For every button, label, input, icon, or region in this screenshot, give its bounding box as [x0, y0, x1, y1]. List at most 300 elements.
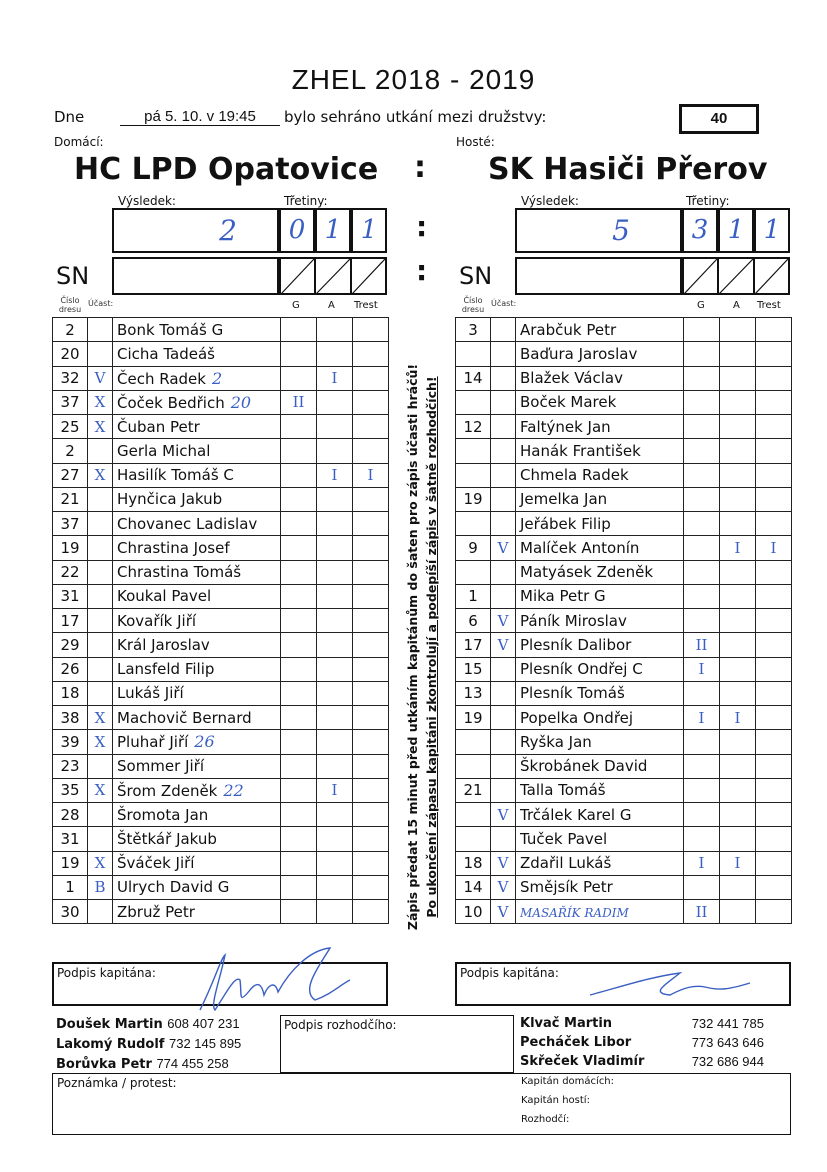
player-penalty [353, 875, 389, 899]
player-presence: X [88, 415, 113, 439]
away-captain-signature [570, 965, 760, 1005]
played-text: bylo sehráno utkání mezi družstvy: [284, 108, 547, 126]
player-goals [684, 487, 720, 511]
player-row [53, 366, 389, 390]
player-penalty [756, 560, 792, 584]
player-goals [684, 754, 720, 778]
player-name-text: Jemelka Jan [520, 490, 608, 509]
player-penalty [756, 342, 792, 366]
player-number: 3 [456, 318, 491, 342]
player-goals [281, 827, 317, 851]
player-number: 14 [456, 366, 491, 390]
player-goals [684, 609, 720, 633]
player-row [53, 851, 389, 875]
player-name [516, 803, 684, 827]
player-number: 37 [53, 512, 88, 536]
home-third-3: 1 [360, 215, 378, 245]
player-penalty [756, 609, 792, 633]
player-assists [317, 633, 353, 657]
player-name-text: Baďura Jaroslav [520, 344, 638, 363]
player-goals [281, 778, 317, 802]
contact-name: Skřeček Vladimír [520, 1054, 645, 1069]
contact-name: Doušek Martin [56, 1017, 163, 1032]
player-penalty [353, 584, 389, 608]
player-row [456, 803, 792, 827]
player-name [516, 730, 684, 754]
player-goals [684, 560, 720, 584]
player-penalty [756, 512, 792, 536]
player-name-text: Chrastina Josef [117, 538, 230, 557]
date-label: Dne [54, 108, 85, 126]
player-assists [317, 318, 353, 342]
player-presence [88, 609, 113, 633]
player-assists [317, 827, 353, 851]
home-third-1: 0 [288, 215, 306, 245]
player-name-text: Machovič Bernard [117, 708, 252, 727]
player-name [113, 512, 281, 536]
player-number: 6 [456, 609, 491, 633]
player-number: 18 [53, 681, 88, 705]
home-third-2: 1 [324, 215, 342, 245]
away-thirds-label: Třetiny: [686, 194, 730, 208]
player-row [456, 827, 792, 851]
player-assists [317, 609, 353, 633]
player-name [516, 609, 684, 633]
player-assists [317, 584, 353, 608]
player-name [516, 390, 684, 414]
player-name [113, 681, 281, 705]
player-assists [317, 439, 353, 463]
player-assists: I [317, 463, 353, 487]
player-row [53, 875, 389, 899]
away-sn-thirds [682, 257, 790, 295]
player-goals [281, 633, 317, 657]
match-number-box [679, 104, 759, 134]
player-row [53, 390, 389, 414]
player-name [516, 342, 684, 366]
player-name-text: Ulrych David G [117, 878, 230, 897]
player-goals [684, 803, 720, 827]
player-penalty [756, 778, 792, 802]
player-number: 25 [53, 415, 88, 439]
player-name-text: MASAŘÍK RADIM [520, 905, 629, 920]
player-goals [281, 754, 317, 778]
player-name [113, 657, 281, 681]
player-row [53, 415, 389, 439]
home-col-presence: Účast: [88, 299, 114, 308]
player-name-text: Plesník Tomáš [520, 684, 625, 703]
player-row [456, 512, 792, 536]
player-name [113, 390, 281, 414]
contact-row [56, 1054, 241, 1074]
player-goals: I [684, 657, 720, 681]
player-name-text: Lukáš Jiří [117, 684, 184, 703]
sn-colon: : [416, 254, 428, 287]
player-penalty [756, 366, 792, 390]
player-name-text: Plesník Ondřej C [520, 660, 643, 679]
player-row [53, 900, 389, 924]
player-name-text: Pluhař Jiří [117, 733, 189, 752]
player-name [113, 487, 281, 511]
player-row [53, 657, 389, 681]
player-presence [491, 463, 516, 487]
player-assists [720, 390, 756, 414]
player-row [53, 439, 389, 463]
player-assists [317, 487, 353, 511]
player-goals [684, 463, 720, 487]
player-penalty [756, 730, 792, 754]
player-presence [88, 900, 113, 924]
player-name-text: Koukal Pavel [117, 587, 212, 606]
player-name [113, 875, 281, 899]
player-presence: X [88, 778, 113, 802]
player-name [516, 681, 684, 705]
player-name [113, 827, 281, 851]
player-number [456, 390, 491, 414]
player-name [113, 754, 281, 778]
player-penalty [756, 803, 792, 827]
player-row [456, 851, 792, 875]
player-penalty [756, 390, 792, 414]
player-number [456, 439, 491, 463]
player-name-text: Faltýnek Jan [520, 417, 611, 436]
player-name [516, 463, 684, 487]
home-col-a: A [328, 300, 335, 311]
player-presence [491, 657, 516, 681]
handwritten-note: 26 [194, 732, 215, 752]
player-presence [491, 415, 516, 439]
player-number: 18 [456, 851, 491, 875]
referee-label: Rozhodčí: [521, 1114, 570, 1125]
player-number: 17 [53, 609, 88, 633]
player-name [113, 536, 281, 560]
player-goals: I [684, 851, 720, 875]
player-penalty [353, 536, 389, 560]
player-penalty [353, 415, 389, 439]
player-name [516, 439, 684, 463]
player-penalty [353, 633, 389, 657]
player-name-text: Král Jaroslav [117, 635, 210, 654]
player-goals [281, 487, 317, 511]
player-penalty [353, 318, 389, 342]
player-name [516, 512, 684, 536]
player-presence: B [88, 875, 113, 899]
player-row [456, 415, 792, 439]
player-row [456, 560, 792, 584]
contact-name: Klvač Martin [520, 1016, 613, 1031]
player-goals [281, 706, 317, 730]
player-name [113, 900, 281, 924]
player-name-text: Chovanec Ladislav [117, 514, 258, 533]
player-name [516, 851, 684, 875]
player-number: 19 [456, 487, 491, 511]
player-goals [684, 390, 720, 414]
player-name-text: Šváček Jiří [117, 854, 195, 873]
player-penalty [756, 415, 792, 439]
player-name [516, 754, 684, 778]
player-presence [491, 512, 516, 536]
player-number: 31 [53, 584, 88, 608]
page-title: ZHEL 2018 - 2019 [291, 64, 536, 95]
player-number: 27 [53, 463, 88, 487]
home-result-label: Výsledek: [118, 194, 176, 208]
player-row [53, 681, 389, 705]
away-third-2: 1 [727, 215, 745, 245]
home-team-name: HC LPD Opatovice [74, 152, 379, 187]
player-name [113, 609, 281, 633]
player-name [113, 342, 281, 366]
player-penalty [353, 560, 389, 584]
player-presence: X [88, 390, 113, 414]
player-assists [317, 803, 353, 827]
player-penalty [353, 487, 389, 511]
home-captain-signature [180, 940, 370, 1020]
contact-name: Pecháček Libor [520, 1035, 632, 1050]
player-number: 12 [456, 415, 491, 439]
player-penalty [353, 342, 389, 366]
player-assists [317, 342, 353, 366]
player-penalty [353, 803, 389, 827]
player-row [456, 609, 792, 633]
player-presence [88, 342, 113, 366]
player-row [456, 706, 792, 730]
player-assists [720, 778, 756, 802]
player-row [456, 657, 792, 681]
player-assists [720, 827, 756, 851]
player-assists [317, 657, 353, 681]
player-number: 31 [53, 827, 88, 851]
player-row [53, 754, 389, 778]
player-name-text: Zbruž Petr [117, 902, 195, 921]
player-name-text: Plesník Dalibor [520, 635, 632, 654]
player-number: 30 [53, 900, 88, 924]
contact-phone: 732 441 785 [691, 1016, 764, 1031]
home-col-g: G [292, 300, 300, 311]
handwritten-note: 2 [211, 368, 223, 388]
player-goals [684, 366, 720, 390]
player-name-text: Zdařil Lukáš [520, 854, 612, 873]
player-name [113, 633, 281, 657]
player-number: 28 [53, 803, 88, 827]
player-presence: V [491, 875, 516, 899]
player-number: 17 [456, 633, 491, 657]
player-number: 38 [53, 706, 88, 730]
player-assists [720, 487, 756, 511]
player-goals [684, 778, 720, 802]
player-row [456, 584, 792, 608]
player-penalty [353, 681, 389, 705]
player-row [53, 609, 389, 633]
player-number [456, 730, 491, 754]
player-number: 32 [53, 366, 88, 390]
away-col-presence: Účast: [491, 299, 517, 308]
player-presence [491, 366, 516, 390]
player-presence [491, 439, 516, 463]
player-goals [684, 318, 720, 342]
home-score-box [112, 208, 279, 253]
player-number: 14 [456, 875, 491, 899]
player-row [53, 512, 389, 536]
player-row [53, 463, 389, 487]
player-number: 1 [53, 875, 88, 899]
home-score: 2 [219, 214, 237, 247]
player-row [456, 754, 792, 778]
away-score-box [515, 208, 682, 253]
player-presence [491, 827, 516, 851]
player-goals [281, 439, 317, 463]
player-row [456, 318, 792, 342]
vertical-note-2: Po ukončení zápasu kapitáni zkontrolují a podepíší zápis v šatně rozhodčích! [424, 376, 439, 918]
home-col-trest: Trest [354, 300, 378, 311]
player-name [113, 706, 281, 730]
player-penalty [756, 487, 792, 511]
player-penalty: I [353, 463, 389, 487]
player-number [456, 463, 491, 487]
player-number: 22 [53, 560, 88, 584]
player-row [456, 342, 792, 366]
player-name [113, 318, 281, 342]
home-third-1-box [279, 208, 315, 253]
contact-row [520, 1033, 764, 1052]
home-col-number: Číslo dresu [58, 296, 82, 314]
player-goals [684, 681, 720, 705]
player-row [53, 778, 389, 802]
away-label: Hosté: [456, 135, 495, 149]
home-sn-box [112, 257, 279, 295]
away-third-3-box [754, 208, 790, 253]
player-penalty [353, 851, 389, 875]
player-name [516, 657, 684, 681]
player-assists [720, 584, 756, 608]
player-row [456, 633, 792, 657]
player-row [456, 778, 792, 802]
away-third-1: 3 [691, 215, 709, 245]
player-assists: I [317, 778, 353, 802]
player-number: 23 [53, 754, 88, 778]
player-presence [491, 560, 516, 584]
player-penalty [353, 512, 389, 536]
player-number: 13 [456, 681, 491, 705]
player-number [456, 560, 491, 584]
player-number: 1 [456, 584, 491, 608]
player-name-text: Malíček Antonín [520, 538, 640, 557]
player-name-text: Šromota Jan [117, 805, 209, 824]
player-penalty [353, 754, 389, 778]
player-presence [88, 536, 113, 560]
home-label: Domácí: [54, 135, 104, 149]
away-team-name: SK Hasiči Přerov [488, 152, 768, 187]
player-name [113, 439, 281, 463]
player-number: 2 [53, 318, 88, 342]
player-name [516, 536, 684, 560]
player-goals: II [684, 900, 720, 924]
player-goals [281, 512, 317, 536]
player-penalty [756, 851, 792, 875]
player-goals [281, 366, 317, 390]
player-penalty [353, 390, 389, 414]
handwritten-note: 22 [223, 780, 244, 800]
player-row [53, 730, 389, 754]
home-roster-table [52, 317, 389, 924]
player-row [53, 827, 389, 851]
player-presence [491, 318, 516, 342]
home-sn-thirds [279, 257, 387, 295]
player-presence: X [88, 463, 113, 487]
player-goals [684, 584, 720, 608]
player-goals: I [684, 706, 720, 730]
player-goals [684, 415, 720, 439]
home-sn-label: SN [56, 262, 90, 290]
player-name [516, 560, 684, 584]
player-number: 39 [53, 730, 88, 754]
score-colon: : [416, 210, 428, 243]
player-row [456, 390, 792, 414]
player-goals [684, 536, 720, 560]
contact-row [56, 1034, 241, 1054]
player-number: 9 [456, 536, 491, 560]
player-row [53, 803, 389, 827]
player-assists [720, 512, 756, 536]
player-goals [281, 609, 317, 633]
player-presence: X [88, 730, 113, 754]
player-name [516, 706, 684, 730]
contact-name: Lakomý Rudolf [56, 1037, 165, 1052]
away-third-1-box [682, 208, 718, 253]
note-box [52, 1073, 791, 1135]
player-assists [720, 900, 756, 924]
home-third-2-box [315, 208, 351, 253]
away-col-a: A [733, 300, 740, 311]
player-number: 19 [53, 851, 88, 875]
player-penalty: I [756, 536, 792, 560]
player-assists [720, 439, 756, 463]
player-assists [720, 560, 756, 584]
player-goals [281, 657, 317, 681]
player-name [516, 318, 684, 342]
player-number [456, 803, 491, 827]
player-number [456, 754, 491, 778]
player-name [113, 366, 281, 390]
player-number: 15 [456, 657, 491, 681]
player-name-text: Šrom Zdeněk [117, 781, 218, 800]
home-captain-sign-label: Podpis kapitána: [57, 966, 156, 980]
player-number [456, 342, 491, 366]
player-name-text: Arabčuk Petr [520, 320, 617, 339]
contact-row [520, 1014, 764, 1033]
contact-phone: 732 686 944 [691, 1054, 764, 1069]
away-col-trest: Trest [757, 300, 781, 311]
player-name [516, 487, 684, 511]
player-assists [317, 730, 353, 754]
player-penalty [353, 900, 389, 924]
player-assists [317, 706, 353, 730]
player-assists [720, 633, 756, 657]
player-name [113, 803, 281, 827]
player-name [516, 827, 684, 851]
player-presence: V [491, 851, 516, 875]
player-name [113, 415, 281, 439]
right-contacts [520, 1014, 764, 1071]
player-penalty [756, 875, 792, 899]
player-name [516, 633, 684, 657]
player-number [456, 827, 491, 851]
captain-home-label: Kapitán domácích: [521, 1076, 615, 1087]
team-colon: : [414, 150, 426, 185]
player-goals [684, 730, 720, 754]
player-presence [491, 706, 516, 730]
player-presence [491, 681, 516, 705]
player-name [516, 900, 684, 924]
